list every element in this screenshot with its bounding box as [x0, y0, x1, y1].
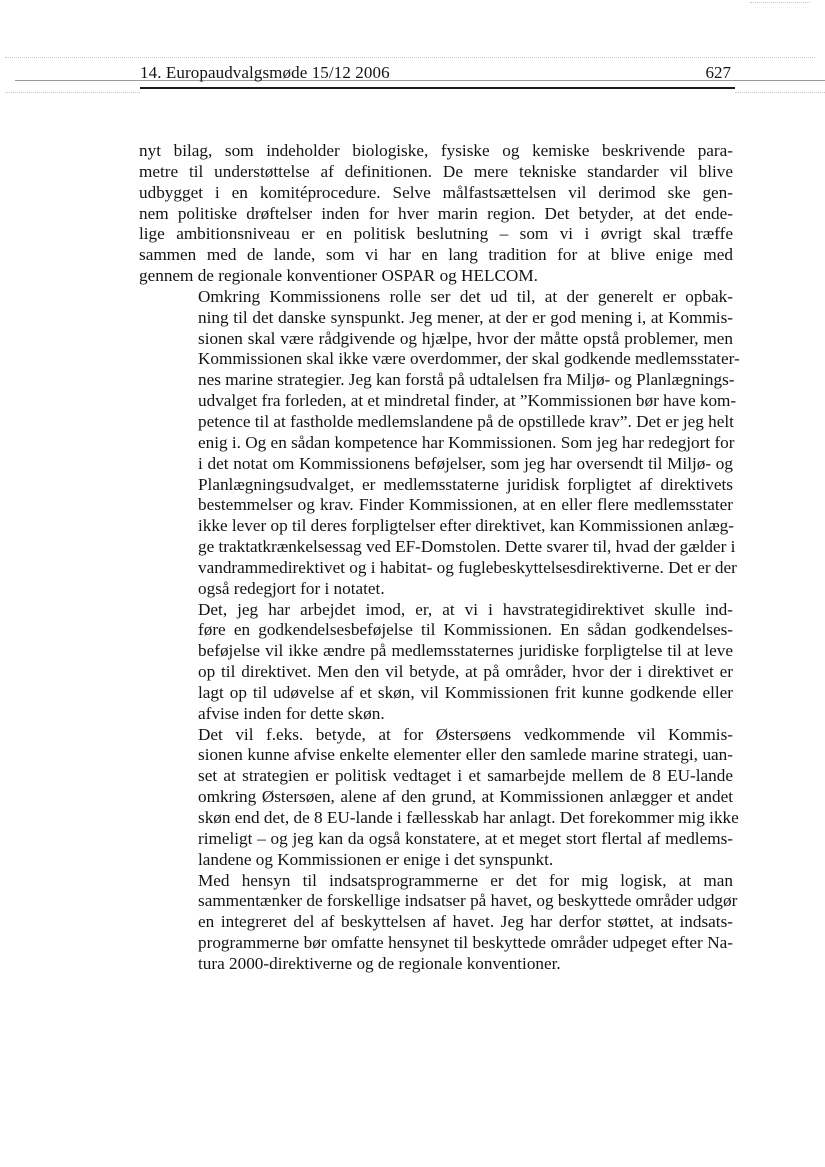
text-line: set at strategien er politisk vedtaget i et samarbejde mellem de 8 EU-lande [198, 766, 733, 786]
text-line: Det, jeg har arbejdet imod, er, at vi i havstrategidirektivet skulle ind- [198, 599, 733, 619]
text-line: føre en godkendelsesbeføjelse til Kommissionen. En sådan godkendelses- [198, 620, 733, 640]
paragraph [139, 141, 733, 287]
text-line: Planlægningsudvalget, er medlemsstaterne juridisk forpligtet af direktivets [198, 474, 733, 494]
text-line: lagt op til udøvelse af et skøn, vil Kommissionen frit kunne godkende eller [198, 682, 733, 702]
text-line: sammentænker de forskellige indsatser på havet, og beskyttede områder udgør [198, 891, 738, 911]
text-line: Omkring Kommissionens rolle ser det ud til, at der generelt er opbak- [198, 286, 733, 306]
text-line: op til direktivet. Men den vil betyde, at på områder, hvor der i direktivet er [198, 662, 733, 682]
text-line: sammen med de lande, som vi har en lang tradition for at blive enige med [139, 245, 733, 265]
text-line: nem politiske drøftelser inden for hver marin region. Det betyder, at det ende- [139, 203, 733, 223]
paragraph [139, 724, 739, 871]
page-number: 627 [705, 63, 731, 82]
text-line: ikke lever op til deres forpligtelser efter direktivet, kan Kommissionen anlæg- [198, 516, 735, 536]
text-line: enig i. Og en sådan kompetence har Kommissionen. Som jeg har redegjort for [198, 432, 735, 452]
text-line: nes marine strategier. Jeg kan forstå på udtalelsen fra Miljø- og Planlægnings- [198, 370, 735, 390]
text-line: nyt bilag, som indeholder biologiske, fysiske og kemiske beskrivende para- [139, 141, 733, 160]
scan-artifact-line [5, 92, 140, 93]
text-line: programmerne bør omfatte hensynet til beskyttede områder udpeget efter Na- [198, 933, 733, 953]
paragraph [139, 600, 733, 725]
text-line: sionen skal være rådgivende og hjælpe, hvor der måtte opstå problemer, men [198, 328, 733, 348]
text-line: Med hensyn til indsatsprogrammerne er det for mig logisk, at man [198, 870, 733, 890]
text-line: lige ambitionsniveau er en politisk beslutning – som vi i øvrigt skal træffe [139, 224, 733, 244]
text-line: tura 2000-direktiverne og de regionale konventioner. [198, 953, 561, 973]
text-line: udvalget fra forleden, at et mindretal finder, at ”Kommissionen bør have kom- [198, 391, 737, 411]
text-line: en integreret del af beskyttelsen af havet. Jeg har derfor støttet, at indsats- [198, 912, 733, 932]
text-line: metre til understøttelse af definitionen. De mere tekniske standarder vil blive [139, 161, 733, 181]
scan-artifact-line [5, 57, 815, 58]
text-line: rimeligt – og jeg kan da også konstatere, at et meget stort flertal af medlems- [198, 828, 733, 848]
text-line: sionen kunne afvise enkelte elementer eller den samlede marine strategi, uan- [198, 745, 733, 765]
text-line: afvise inden for dette skøn. [198, 703, 385, 723]
paragraph [139, 870, 738, 975]
text-line: Det vil f.eks. betyde, at for Østersøens vedkommende vil Kommis- [198, 724, 733, 744]
text-line: vandrammedirektivet og i habitat- og fuglebeskyttelsesdirektiverne. Det er der [198, 557, 737, 577]
text-line: gennem de regionale konventioner OSPAR og HELCOM. [139, 266, 538, 286]
text-line: også redegjort for i notatet. [198, 578, 385, 598]
text-line: i det notat om Kommissionens beføjelser, som jeg har oversendt til Miljø- og [198, 453, 733, 473]
text-line: Kommissionen skal ikke være overdommer, der skal godkende medlemsstater- [198, 349, 740, 369]
header-rule [140, 87, 735, 89]
text-line: udbygget i en komitéprocedure. Selve målfastsættelsen vil derimod ske gen- [139, 182, 733, 202]
text-line: omkring Østersøen, alene af den grund, at Kommissionen anlægger et andet [198, 787, 733, 807]
running-header [140, 62, 733, 86]
text-line: skøn end det, de 8 EU-lande i fællesskab har anlagt. Det forekommer mig ikke [198, 808, 739, 827]
scan-artifact-line [735, 92, 825, 93]
text-line: bestemmelser og krav. Finder Kommissionen, at en eller flere medlemsstater [198, 495, 733, 515]
paragraph [139, 286, 740, 600]
body-text [139, 141, 740, 975]
text-line: ge traktatkrænkelsessag ved EF-Domstolen. Dette svarer til, hvad der gælder i [198, 537, 736, 557]
header-title: 14. Europaudvalgsmøde 15/12 2006 [140, 63, 390, 82]
text-line: ning til det danske synspunkt. Jeg mener, at der er god mening i, at Kommis- [198, 307, 733, 327]
text-line: beføjelse vil ikke ændre på medlemsstaternes juridiske forpligtelse til at leve [198, 641, 733, 661]
scan-artifact-line [750, 2, 810, 3]
text-line: landene og Kommissionen er enige i det synspunkt. [198, 849, 554, 869]
text-line: petence til at fastholde medlemslandene på de opstillede krav”. Det er jeg helt [198, 411, 734, 431]
